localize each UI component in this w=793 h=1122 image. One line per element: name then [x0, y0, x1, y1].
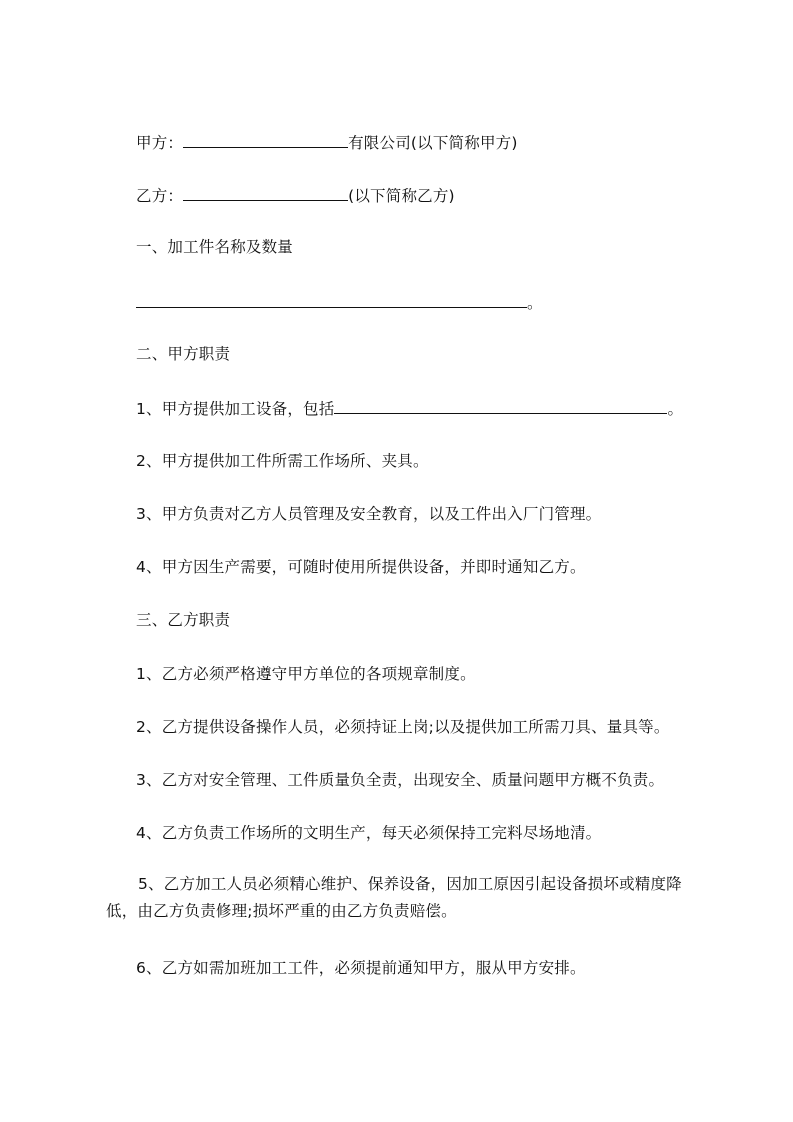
section2-item1-prefix: 1、甲方提供加工设备，包括: [136, 400, 335, 418]
section2-item4: 4、甲方因生产需要，可随时使用所提供设备，并即时通知乙方。: [136, 558, 586, 576]
party-a-label: 甲方：: [136, 134, 184, 152]
party-b-line: [136, 185, 455, 205]
section3-item4: 4、乙方负责工作场所的文明生产，每天必须保持工完料尽场地清。: [136, 824, 602, 842]
section2-item1: [136, 398, 683, 418]
section3-item3: 3、乙方对安全管理、工件质量负全责，出现安全、质量问题甲方概不负责。: [136, 771, 665, 789]
section2-item1-end: 。: [667, 400, 684, 418]
section2-item2: 2、甲方提供加工件所需工作场所、夹具。: [136, 452, 429, 470]
section1-line-end: 。: [527, 294, 543, 312]
party-a-blank: [183, 132, 348, 148]
section1-blank: [136, 292, 527, 308]
party-a-suffix: 有限公司(以下简称甲方): [348, 134, 518, 152]
section3-item6: 6、乙方如需加班加工工件，必须提前通知甲方，服从甲方安排。: [136, 959, 586, 977]
section2-item1-blank: [334, 398, 667, 414]
section2-item3: 3、甲方负责对乙方人员管理及安全教育，以及工件出入厂门管理。: [136, 505, 602, 523]
section1-heading: 一、加工件名称及数量: [136, 238, 294, 256]
section1-fill-line: [136, 292, 543, 312]
section2-heading: 二、甲方职责: [136, 345, 231, 363]
party-b-suffix: (以下简称乙方): [348, 187, 455, 205]
party-b-blank: [183, 185, 348, 201]
party-a-line: [136, 132, 518, 152]
section3-item1: 1、乙方必须严格遵守甲方单位的各项规章制度。: [136, 665, 476, 683]
section3-item5: 5、乙方加工人员必须精心维护、保养设备，因加工原因引起设备损坏或精度降低，由乙方负责修理;损坏严重的由乙方负责赔偿。: [106, 875, 682, 920]
party-b-label: 乙方：: [136, 187, 184, 205]
section3-item2: 2、乙方提供设备操作人员，必须持证上岗;以及提供加工所需刀具、量具等。: [136, 718, 670, 736]
section3-heading: 三、乙方职责: [136, 611, 231, 629]
